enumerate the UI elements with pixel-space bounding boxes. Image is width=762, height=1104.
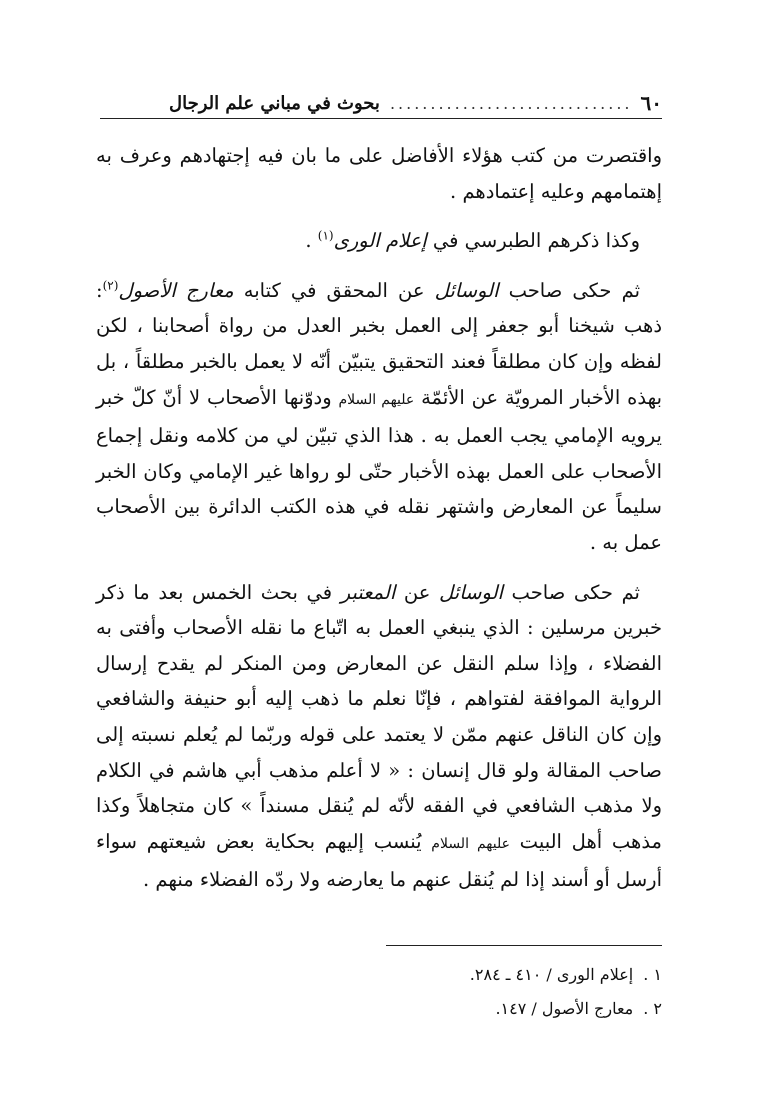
- page-header: [100, 88, 662, 119]
- book-title-wasail: الوسائل: [434, 278, 499, 302]
- header-dot-leader: ..............................: [389, 93, 633, 113]
- book-title-maarij-al-usul: معارج الأصول: [118, 278, 234, 302]
- paragraph-3: ثم حكى صاحب الوسائل عن المحقق في كتابه معارج الأصول$^{(٢)}$: ذهب شيخنا أبو جعفر إلى العمل بخبر العدل من رواة أصحابنا ، لكن لفظه وإن كان مطلقاً فعند التحقيق يتبيّن أنّه لا يعمل بالخبر مطلقاً ، بل بهذه الأخبار المرويّة عن الأئمّة عليهم السلام ودوّنها الأصحاب لا أنّ كلّ خبر يرويه الإمامي يجب العمل به . هذا الذي تبيّن لي من كلامه ونقل إجماع الأصحاب على العمل بهذه الأخبار حتّى لو رواها غير الإمامي وكان الخبر سليماً عن المعارض واشتهر نقله في هذه الكتب الدائرة بين الأصحاب عمل به .: [96, 278, 663, 554]
- footnote-ref-1: (١): [317, 228, 334, 243]
- book-title-wasail-2: الوسائل: [439, 580, 503, 604]
- footnote-number: ٢ .: [643, 999, 662, 1018]
- footnote-separator: [386, 945, 662, 946]
- footnote-text: معارج الأصول / ١٤٧.: [495, 999, 634, 1018]
- footnote-2: [96, 992, 662, 1026]
- honorific-glyph: عليهم السلام: [338, 391, 415, 408]
- footnote-ref-2: (٢): [102, 278, 119, 293]
- running-title: بحوث في مباني علم الرجال: [169, 92, 380, 114]
- main-text: [96, 138, 662, 898]
- footnote-text: إعلام الورى / ٤١٠ ـ ٢٨٤.: [469, 965, 634, 984]
- honorific-glyph-2: عليهم السلام: [431, 835, 510, 852]
- book-title-mutabar: المعتبر: [340, 580, 396, 604]
- paragraph-2: وكذا ذكرهم الطبرسي في إعلام الورى$^{(١)}$ .: [305, 228, 640, 253]
- page-number: ٦٠: [640, 91, 662, 115]
- paragraph-1: واقتصرت من كتب هؤلاء الأفاضل على ما بان فيه إجتهادهم وعرف به إهتمامهم وعليه إعتمادهم .: [96, 144, 662, 203]
- book-title-ilam-al-wara: إعلام الورى: [333, 229, 427, 253]
- paragraph-4: ثم حكى صاحب الوسائل عن المعتبر في بحث الخمس بعد ما ذكر خبرين مرسلين : الذي ينبغي العمل به اتّباع ما نقله الأصحاب وأفتى به الفضلاء ، وإذا سلم النقل عن المعارض ومن المنكر لم يقدح إرسال الرواية الموافقة لفتواهم ، فإنّا نعلم ما ذهب إليه أبو حنيفة والشافعي وإن كان الناقل عنهم ممّن لا يعتمد على قوله وربّما لم يُعلم نسبته إلى صاحب المقالة ولو قال إنسان : « لا أعلم مذهب أبي هاشم في الكلام ولا مذهب الشافعي في الفقه لأنّه لم يُنقل مسنداً » كان متجاهلاً وكذا مذهب أهل البيت عليهم السلام يُنسب إليهم بحكاية بعض شيعتهم سواء أرسل أو أسند إذا لم يُنقل عنهم ما يعارضه ولا ردّه الفضلاء منهم .: [96, 580, 662, 892]
- footnote-1: [96, 958, 662, 992]
- footnote-number: ١ .: [643, 965, 662, 984]
- footnotes: [96, 958, 662, 1026]
